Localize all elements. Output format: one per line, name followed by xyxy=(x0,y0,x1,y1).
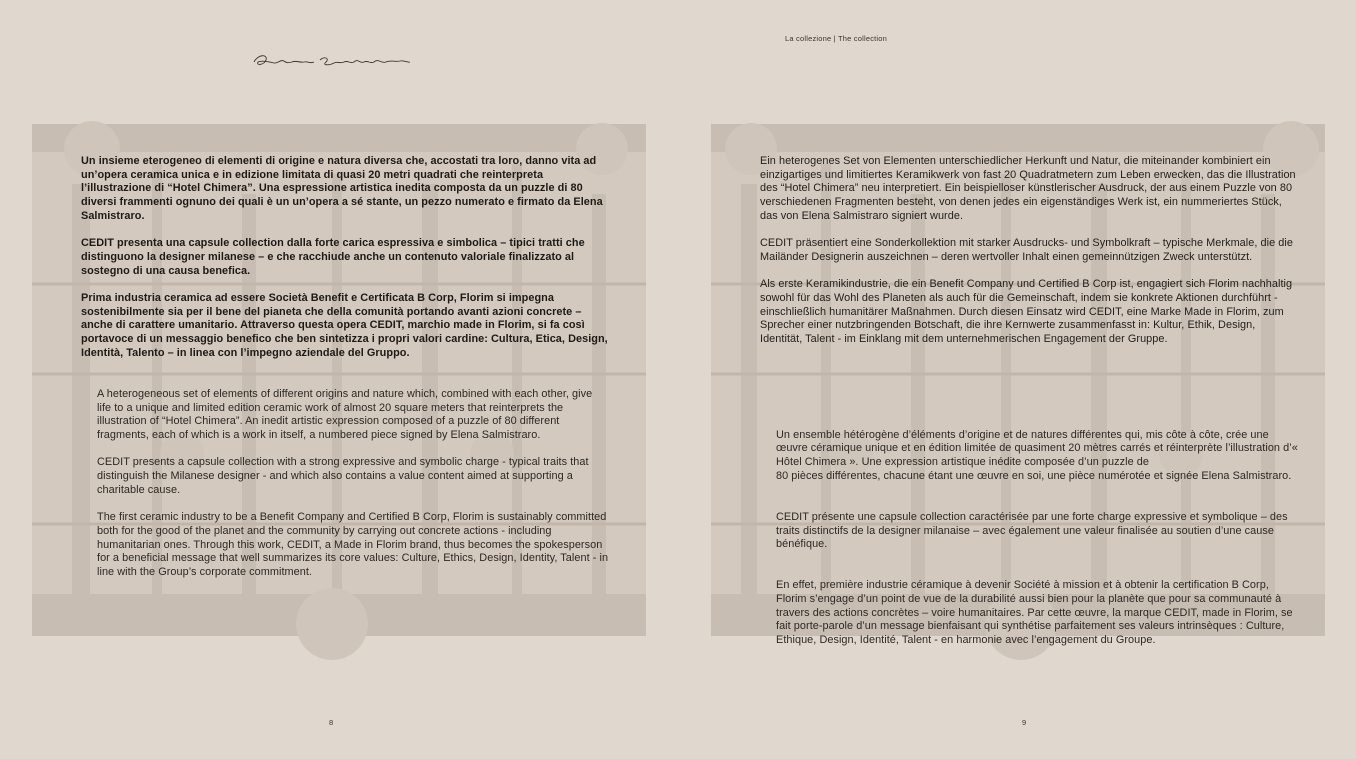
german-text-block xyxy=(760,155,1300,360)
german-paragraph: Als erste Keramikindustrie, die ein Benefit Company und Certified B Corp ist, engagiert sich Florim nachhaltig sowohl für das Wohl des Planeten als auch für die Gemeinschaft, indem sie konkrete Aktionen durchführt - einschließlich humanitärer Maßnahmen. Durch diesen Einsatz wird CEDIT, eine Marke Made in Florim, zum Sprecher einer nutzbringenden Botschaft, die ihre Kernwerte zusammenfasst in: Kultur, Ethik, Design, Identität, Talent - im Einklang mit dem unternehmerischen Engagement der Gruppe. xyxy=(760,278,1293,345)
english-paragraph: CEDIT presents a capsule collection with a strong expressive and symbolic charge - typical traits that distinguish the Milanese designer - and which also contains a value content aimed at supporting a charitable cause. xyxy=(97,456,589,496)
right-decorative-panel xyxy=(711,124,1325,647)
page-number-left: 8 xyxy=(329,718,334,727)
french-text-block xyxy=(776,415,1300,675)
italian-paragraph: CEDIT presenta una capsule collection dalla forte carica espressiva e simbolica – tipici tratti che distinguono la designer milanese – e che racchiude anche un contenuto valoriale finalizzato al sostegno di una causa benefica. xyxy=(81,237,585,277)
french-paragraph: En effet, première industrie céramique à devenir Société à mission et à obtenir la certification B Corp, Florim s’engage d’un point de vue de la durabilité aussi bien pour la planète que pour sa communauté à travers des actions concrètes – voire humanitaires. Par cette œuvre, la marque CEDIT, made in Florim, se fait porte-parole d’un message bienfaisant qui synthétise parfaitement ses valeurs intrinsèques : Culture, Ethique, Design, Identité, Talent - en harmonie avec l’engagement du Groupe. xyxy=(776,579,1293,647)
page-number-right: 9 xyxy=(1022,718,1027,727)
english-paragraph: A heterogeneous set of elements of different origins and nature which, combined with each other, give life to a unique and limited edition ceramic work of almost 20 square meters that reinterprets the illustration of “Hotel Chimera”. An inedit artistic expression composed of a puzzle of 80 different fragments, each of which is a work in itself, a numbered piece signed by Elena Salmistraro. xyxy=(97,388,593,442)
signature-image xyxy=(250,50,415,74)
english-text-block xyxy=(97,388,609,593)
german-paragraph: CEDIT präsentiert eine Sonderkollektion mit starker Ausdrucks- und Symbolkraft – typische Merkmale, die die Mailänder Designerin auszeichnen – deren wertvoller Inhalt einen gemeinnützigen Zweck unterstützt. xyxy=(760,237,1293,263)
french-paragraph: CEDIT présente une capsule collection caractérisée par une forte charge expressive et symbolique – des traits distinctifs de la designer milanaise – avec également une valeur finalisée au soutien d’une cause bénéfique. xyxy=(776,510,1288,551)
section-header: La collezione | The collection xyxy=(785,34,888,43)
italian-paragraph: Un insieme eterogeneo di elementi di origine e natura diversa che, accostati tra loro, danno vita ad un’opera ceramica unica e in edizione limitata di quasi 20 metri quadrati che reinterpreta l’illustrazione di “Hotel Chimera”. Una espressione artistica inedita composta da un puzzle di 80 diversi frammenti ognuno dei quali è un un’opera a sé stante, un pezzo numerato e firmato da Elena Salmistraro. xyxy=(81,155,603,222)
english-paragraph: The first ceramic industry to be a Benefit Company and Certified B Corp, Florim is sustainably committed both for the good of the planet and the community by carrying out concrete actions - including humanitarian ones. Through this work, CEDIT, a Made in Florim brand, thus becomes the spokesperson for a beneficial message that well summarizes its core values: Culture, Ethics, Design, Identity, Talent - in line with the Group’s corporate commitment. xyxy=(97,511,609,578)
german-paragraph: Ein heterogenes Set von Elementen unterschiedlicher Herkunft und Natur, die miteinander kombiniert ein einzigartiges und limitiertes Keramikwerk von fast 20 Quadratmetern zum Leben erwecken, das die Illustration des “Hotel Chimera” neu interpretiert. Ein beispielloser künstlerischer Ausdruck, der aus einem Puzzle von 80 verschiedenen Fragmenten besteht, von denen jedes ein eigenständiges Werk ist, ein nummeriertes Stück, das von Elena Salmistraro signiert wurde. xyxy=(760,155,1296,222)
french-paragraph: Un ensemble hétérogène d’éléments d’origine et de natures différentes qui, mis côte à côte, crée une œuvre céramique unique et en édition limitée de quasiment 20 mètres carrés et réinterprète l’illustration d’« Hôtel Chimera ». Une expression artistique inédite composée d’un puzzle de 80 pièces différentes, chacune étant une œuvre en soi, une pièce numérotée et signée Elena Salmistraro. xyxy=(776,428,1298,482)
italian-paragraph: Prima industria ceramica ad essere Società Benefit e Certificata B Corp, Florim si impegna sostenibilmente sia per il bene del pianeta che della comunità portando avanti azioni concrete – anche di carattere umanitario. Attraverso questa opera CEDIT, marchio made in Florim, si fa così portavoce di un messaggio benefico che ben sintetizza i propri valori cardine: Cultura, Etica, Design, Identità, Talento – in linea con l’impegno aziendale del Gruppo. xyxy=(81,291,608,359)
italian-text-block xyxy=(81,155,609,374)
left-decorative-panel xyxy=(32,124,646,636)
